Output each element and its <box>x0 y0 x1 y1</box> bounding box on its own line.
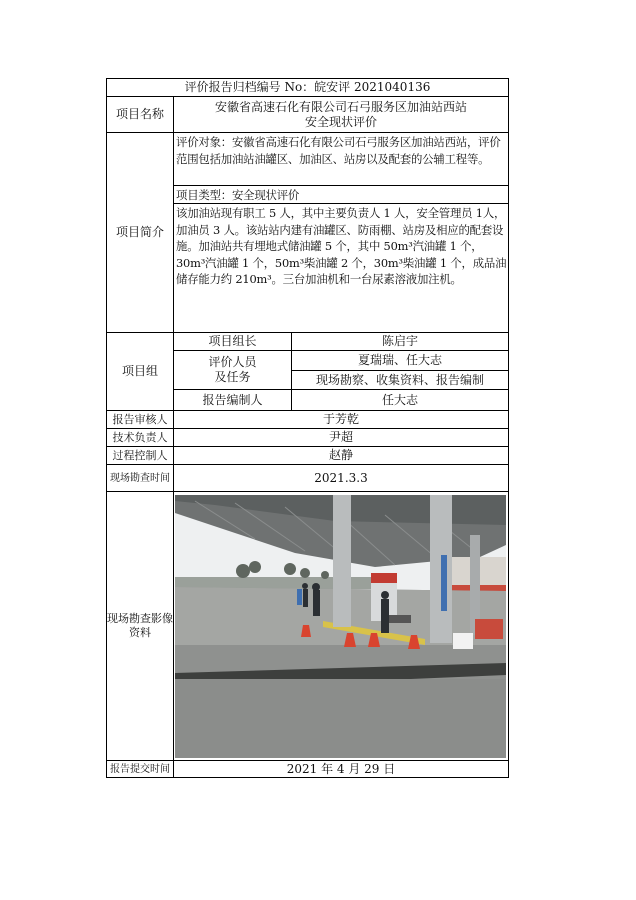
project-team-label: 项目组 <box>106 332 174 411</box>
evaluators-value: 夏瑞瑞、任大志 <box>291 350 509 371</box>
report-writer-label: 报告编制人 <box>173 389 292 411</box>
evaluation-record-table <box>106 78 509 778</box>
archive-number: 评价报告归档编号 No：皖安评 2021040136 <box>106 78 509 97</box>
project-type: 项目类型：安全现状评价 <box>173 185 509 204</box>
survey-time-label: 现场勘查时间 <box>106 464 174 492</box>
reviewer-label: 报告审核人 <box>106 410 174 429</box>
evaluators-label-line2: 及任务 <box>214 370 251 384</box>
project-intro-label: 项目简介 <box>106 132 174 333</box>
project-name-line2: 安全现状评价 <box>304 114 377 129</box>
project-description: 该加油站现有职工 5 人，其中主要负责人 1 人，安全管理员 1人，加油员 3 人。该站站内建有油罐区、防雨棚、站房及相应的配套设施。加油站共有埋地式储油罐 5 个，其中 50m³汽油罐 1 个，30m³汽油罐 1 个，50m³柴油罐 2 个，30m³柴油罐 1 个，成品油储存能力约 210m³。三台加油机和一台尿素溶液加注机。 <box>173 203 509 333</box>
survey-photo-label-line2: 资料 <box>129 626 151 639</box>
tech-lead-label: 技术负责人 <box>106 428 174 447</box>
reviewer-value: 于芳乾 <box>173 410 509 429</box>
submit-time-label: 报告提交时间 <box>106 760 174 778</box>
survey-time-value: 2021.3.3 <box>173 464 509 492</box>
project-name-value <box>173 96 509 133</box>
survey-photo-label <box>106 491 174 761</box>
gas-station-site-photo <box>175 495 506 758</box>
evaluators-tasks: 现场勘察、收集资料、报告编制 <box>291 370 509 390</box>
evaluation-object: 评价对象：安徽省高速石化有限公司石弓服务区加油站西站，评价范围包括加油站油罐区、加油区、站房以及配套的公辅工程等。 <box>173 132 509 186</box>
survey-photo-label-line1: 现场勘查影像 <box>107 612 173 625</box>
tech-lead-value: 尹超 <box>173 428 509 447</box>
team-leader-value: 陈启宇 <box>291 332 509 351</box>
project-name-line1: 安徽省高速石化有限公司石弓服务区加油站西站 <box>214 99 467 114</box>
process-control-label: 过程控制人 <box>106 446 174 465</box>
report-writer-value: 任大志 <box>291 389 509 411</box>
evaluators-label <box>173 350 292 390</box>
project-name-label: 项目名称 <box>106 96 174 133</box>
team-leader-label: 项目组长 <box>173 332 292 351</box>
survey-photo-cell <box>173 491 509 761</box>
submit-time-value: 2021 年 4 月 29 日 <box>173 760 509 778</box>
process-control-value: 赵静 <box>173 446 509 465</box>
evaluators-label-line1: 评价人员 <box>208 355 257 369</box>
